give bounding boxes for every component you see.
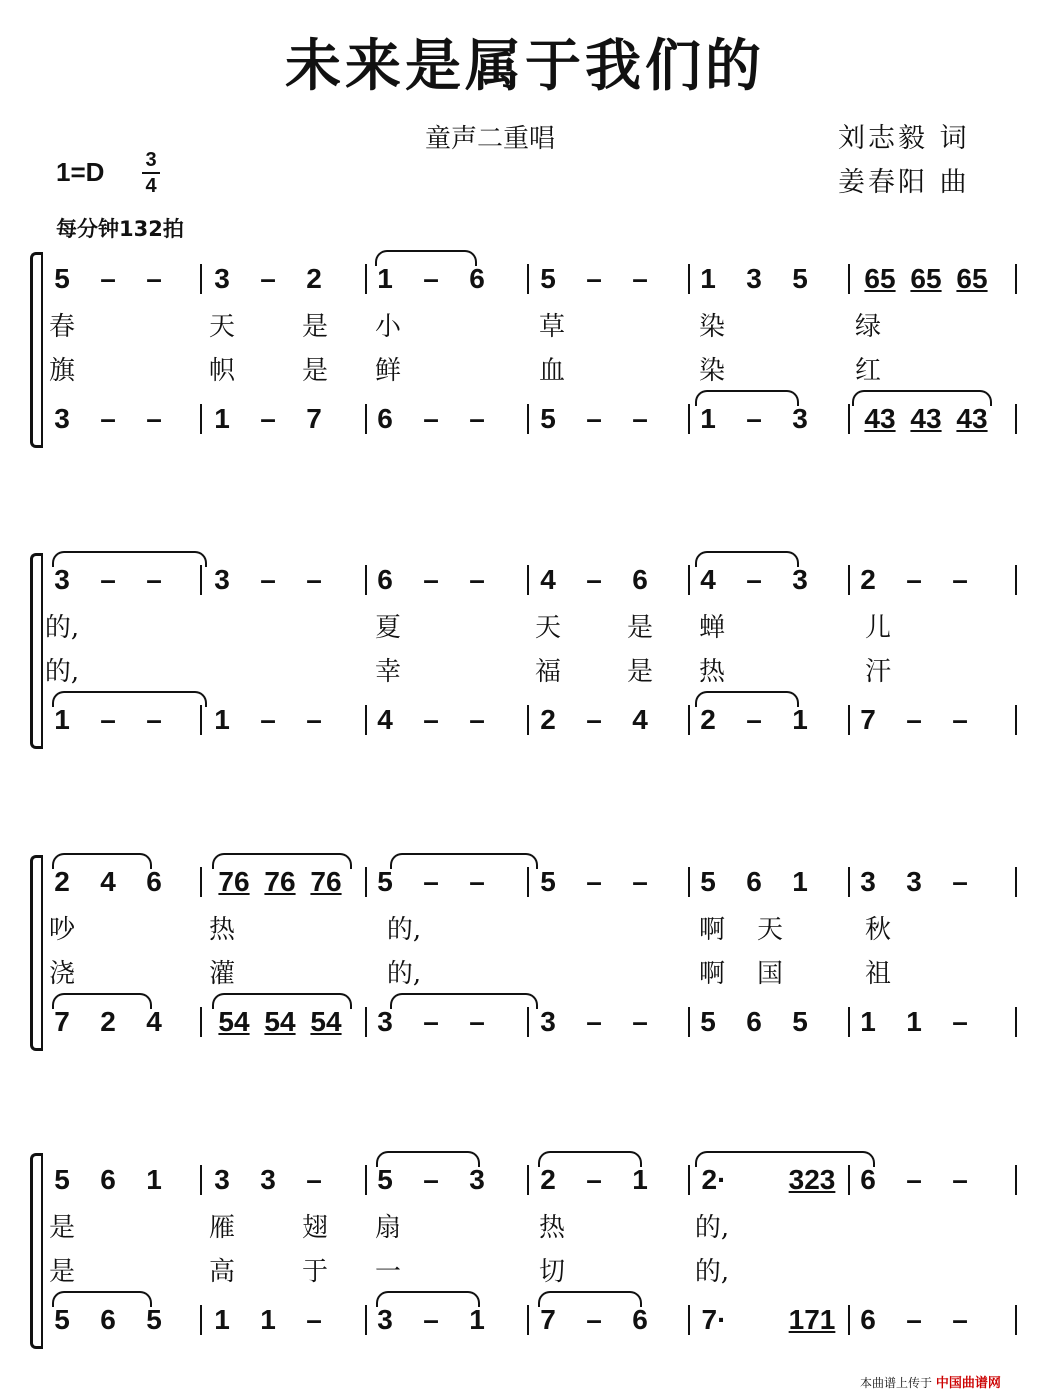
lyric: 夏	[374, 613, 401, 643]
tie-slur	[52, 993, 152, 1009]
lyric: 的,	[694, 1257, 730, 1287]
barline	[365, 1165, 367, 1195]
upper-note: –	[146, 263, 162, 294]
upper-note: 4	[540, 564, 556, 595]
lower-note: 1	[700, 403, 716, 434]
upper-note: 5	[700, 866, 716, 897]
lyric: 红	[854, 356, 881, 386]
lower-note: 5	[146, 1304, 162, 1335]
time-signature	[142, 150, 160, 196]
lyric: 浇	[48, 959, 75, 989]
upper-note: 76	[310, 866, 342, 897]
barline	[1015, 705, 1017, 735]
upper-note: 6	[469, 263, 485, 294]
upper-note: –	[952, 1164, 968, 1195]
barline	[848, 264, 850, 294]
upper-note: 2	[860, 564, 876, 595]
lower-note: 3	[540, 1006, 556, 1037]
lower-note: –	[906, 704, 922, 735]
lower-note: 54	[264, 1006, 296, 1037]
lower-note: 2	[540, 704, 556, 735]
barline	[527, 1165, 529, 1195]
tie-slur	[695, 551, 799, 567]
lyric: 的,	[386, 915, 422, 945]
lyric: 旗	[48, 356, 75, 386]
tempo-marking: 每分钟132拍	[56, 217, 184, 241]
barline	[688, 264, 690, 294]
lyric: 扇	[374, 1213, 401, 1243]
lyric: 是	[301, 312, 328, 342]
barline	[1015, 1305, 1017, 1335]
lower-note: –	[423, 403, 439, 434]
time-signature-bottom: 4	[145, 175, 157, 197]
tie-slur	[390, 993, 538, 1009]
lyric: 热	[538, 1213, 565, 1243]
barline	[365, 1007, 367, 1037]
barline	[848, 705, 850, 735]
upper-note: –	[146, 564, 162, 595]
lower-note: 4	[146, 1006, 162, 1037]
lyric: 啊	[698, 959, 725, 989]
upper-note: –	[469, 564, 485, 595]
lower-note: –	[146, 403, 162, 434]
lower-note: 2	[100, 1006, 116, 1037]
upper-note: –	[423, 263, 439, 294]
lower-note: –	[146, 704, 162, 735]
barline	[1015, 404, 1017, 434]
upper-note: 4	[100, 866, 116, 897]
upper-note: 6	[146, 866, 162, 897]
barline	[1015, 1165, 1017, 1195]
lyric: 天	[756, 915, 783, 945]
lower-note: –	[746, 704, 762, 735]
tie-slur	[538, 1151, 642, 1167]
upper-note: 5	[54, 263, 70, 294]
tie-slur	[538, 1291, 642, 1307]
lower-note: –	[423, 704, 439, 735]
lower-note: 43	[956, 403, 988, 434]
key-signature: 1=D	[56, 157, 105, 187]
lower-note: 5	[700, 1006, 716, 1037]
upper-note: 3	[792, 564, 808, 595]
upper-note: 5	[540, 263, 556, 294]
upper-note: –	[423, 866, 439, 897]
upper-note: 6	[100, 1164, 116, 1195]
lower-note: 171	[788, 1304, 836, 1335]
lower-note: 6	[632, 1304, 648, 1335]
barline	[1015, 565, 1017, 595]
lower-note: 7	[860, 704, 876, 735]
system-brace	[30, 1153, 41, 1349]
upper-note: –	[586, 1164, 602, 1195]
lyric: 是	[626, 657, 653, 687]
upper-note: 65	[910, 263, 942, 294]
upper-note: 3	[214, 564, 230, 595]
lower-note: 5	[792, 1006, 808, 1037]
upper-note: 323	[788, 1164, 836, 1195]
lyric: 切	[538, 1257, 565, 1287]
tie-slur	[212, 853, 352, 869]
lower-note: 5	[54, 1304, 70, 1335]
lower-note: 54	[218, 1006, 250, 1037]
lower-note: –	[260, 704, 276, 735]
barline	[365, 1305, 367, 1335]
lower-note: 1	[860, 1006, 876, 1037]
tie-slur	[695, 1151, 875, 1167]
lower-note: 7	[306, 403, 322, 434]
barline	[688, 867, 690, 897]
lyric: 儿	[864, 613, 891, 643]
upper-note: 2	[54, 866, 70, 897]
lyric: 高	[208, 1257, 235, 1287]
lower-note: 6	[100, 1304, 116, 1335]
barline	[200, 565, 202, 595]
upper-note: –	[952, 866, 968, 897]
lower-note: 7	[54, 1006, 70, 1037]
lower-note: 3	[377, 1304, 393, 1335]
lyric: 雁	[208, 1213, 235, 1243]
barline	[1015, 264, 1017, 294]
upper-note: –	[306, 564, 322, 595]
system-brace	[30, 252, 41, 448]
lyricist-credit: 刘志毅 词	[838, 123, 970, 154]
upper-note: 3	[214, 1164, 230, 1195]
barline	[688, 705, 690, 735]
system-brace	[30, 855, 41, 1051]
barline	[1015, 1007, 1017, 1037]
upper-note: –	[952, 564, 968, 595]
tie-slur	[52, 1291, 152, 1307]
upper-note: 5	[540, 866, 556, 897]
upper-note: 3	[746, 263, 762, 294]
barline	[365, 705, 367, 735]
upper-note: –	[260, 564, 276, 595]
lyric: 血	[538, 356, 565, 386]
lower-note: 1	[260, 1304, 276, 1335]
upper-note: 2	[306, 263, 322, 294]
barline	[200, 1165, 202, 1195]
composer-credit: 姜春阳 曲	[838, 167, 970, 198]
upper-note: 6	[746, 866, 762, 897]
lower-note: 6	[377, 403, 393, 434]
barline	[527, 1305, 529, 1335]
lyric: 是	[48, 1257, 75, 1287]
tie-slur	[695, 691, 799, 707]
song-subtitle: 童声二重唱	[425, 124, 556, 154]
barline	[1015, 867, 1017, 897]
upper-note: 65	[864, 263, 896, 294]
upper-note: –	[586, 263, 602, 294]
upper-note: 3	[214, 263, 230, 294]
lyric: 染	[698, 312, 725, 342]
lower-note: 6	[746, 1006, 762, 1037]
lower-note: –	[260, 403, 276, 434]
upper-note: –	[423, 1164, 439, 1195]
upper-note: –	[306, 1164, 322, 1195]
lyric: 帜	[208, 356, 235, 386]
footer-credit	[860, 1372, 1001, 1391]
upper-note: –	[423, 564, 439, 595]
upper-note: 3	[906, 866, 922, 897]
upper-note: 1	[632, 1164, 648, 1195]
lyric: 是	[301, 356, 328, 386]
lower-note: 4	[632, 704, 648, 735]
upper-note: –	[632, 866, 648, 897]
lyric: 吵	[48, 915, 75, 945]
barline	[365, 404, 367, 434]
barline	[365, 264, 367, 294]
tie-slur	[695, 390, 799, 406]
lyric: 是	[626, 613, 653, 643]
lyric: 的,	[386, 959, 422, 989]
lower-note: –	[469, 403, 485, 434]
barline	[200, 264, 202, 294]
upper-note: –	[260, 263, 276, 294]
lower-note: 3	[792, 403, 808, 434]
lower-note: –	[952, 1304, 968, 1335]
lyric: 鲜	[374, 356, 401, 386]
lyric: 秋	[864, 915, 891, 945]
lower-note: –	[586, 403, 602, 434]
upper-note: 3	[860, 866, 876, 897]
lower-note: –	[100, 403, 116, 434]
lyric: 绿	[854, 312, 881, 342]
upper-note: –	[632, 263, 648, 294]
upper-note: –	[469, 866, 485, 897]
tie-slur	[212, 993, 352, 1009]
lyric: 于	[301, 1257, 328, 1287]
lower-note: 43	[864, 403, 896, 434]
barline	[527, 565, 529, 595]
upper-note: –	[586, 866, 602, 897]
lower-note: 3	[377, 1006, 393, 1037]
lower-note: –	[306, 1304, 322, 1335]
barline	[365, 867, 367, 897]
lower-note: 3	[54, 403, 70, 434]
upper-note: 5	[377, 866, 393, 897]
lower-note: –	[469, 1006, 485, 1037]
lyric: 灌	[208, 959, 235, 989]
tie-slur	[376, 1151, 480, 1167]
upper-note: 65	[956, 263, 988, 294]
tie-slur	[852, 390, 992, 406]
lower-note: 1	[214, 403, 230, 434]
barline	[848, 1007, 850, 1037]
barline	[527, 1007, 529, 1037]
lower-note: –	[586, 1304, 602, 1335]
site-logo: 中国曲谱网	[935, 1376, 1001, 1391]
lyric: 的,	[44, 657, 80, 687]
upper-note: 1	[146, 1164, 162, 1195]
upper-note: –	[586, 564, 602, 595]
lyric: 草	[538, 312, 565, 342]
lyric: 春	[48, 312, 75, 342]
barline	[688, 404, 690, 434]
lower-note: –	[469, 704, 485, 735]
barline	[200, 404, 202, 434]
upper-note: –	[906, 1164, 922, 1195]
lower-note: 1	[214, 1304, 230, 1335]
lower-note: –	[423, 1006, 439, 1037]
barline	[200, 1305, 202, 1335]
lyric: 啊	[698, 915, 725, 945]
upper-note: –	[100, 263, 116, 294]
barline	[688, 1007, 690, 1037]
upper-note: 5	[792, 263, 808, 294]
barline	[365, 565, 367, 595]
time-signature-top: 3	[145, 149, 157, 171]
lower-note: 7·	[701, 1304, 727, 1335]
tie-slur	[52, 551, 207, 567]
tie-slur	[390, 853, 538, 869]
lower-note: 54	[310, 1006, 342, 1037]
lower-note: 7	[540, 1304, 556, 1335]
lower-note: –	[100, 704, 116, 735]
lyric: 天	[208, 312, 235, 342]
lower-note: –	[306, 704, 322, 735]
lower-note: 6	[860, 1304, 876, 1335]
barline	[200, 705, 202, 735]
system-brace	[30, 553, 41, 749]
barline	[527, 404, 529, 434]
lower-note: 1	[792, 704, 808, 735]
upper-note: 1	[377, 263, 393, 294]
lyric: 的,	[694, 1213, 730, 1243]
upper-note: –	[100, 564, 116, 595]
upper-note: 76	[264, 866, 296, 897]
lyric: 国	[756, 959, 783, 989]
upper-note: 6	[632, 564, 648, 595]
upper-note: 5	[54, 1164, 70, 1195]
lyric: 蝉	[698, 613, 725, 643]
lyric: 一	[374, 1257, 401, 1287]
tie-slur	[52, 691, 207, 707]
upper-note: 5	[377, 1164, 393, 1195]
barline	[688, 565, 690, 595]
upper-note: –	[906, 564, 922, 595]
barline	[848, 1305, 850, 1335]
lower-note: –	[586, 704, 602, 735]
upper-note: 2	[540, 1164, 556, 1195]
lower-note: –	[906, 1304, 922, 1335]
upper-note: 1	[792, 866, 808, 897]
barline	[527, 264, 529, 294]
upper-note: 6	[377, 564, 393, 595]
lyric: 热	[698, 657, 725, 687]
upper-note: 3	[54, 564, 70, 595]
song-title: 未来是属于我们的	[285, 34, 765, 99]
lyric: 翅	[301, 1213, 328, 1243]
lower-note: 1	[906, 1006, 922, 1037]
lower-note: –	[746, 403, 762, 434]
lyric: 小	[374, 312, 401, 342]
lower-note: –	[952, 1006, 968, 1037]
lower-note: –	[632, 1006, 648, 1037]
lyric: 的,	[44, 613, 80, 643]
lower-note: 2	[700, 704, 716, 735]
lyric: 汗	[864, 657, 891, 687]
tie-slur	[375, 250, 477, 266]
barline	[848, 867, 850, 897]
lyric: 天	[534, 613, 561, 643]
barline	[527, 705, 529, 735]
lower-note: –	[952, 704, 968, 735]
lower-note: 1	[54, 704, 70, 735]
upper-note: 3	[469, 1164, 485, 1195]
lyric: 祖	[864, 959, 891, 989]
barline	[200, 867, 202, 897]
barline	[848, 1165, 850, 1195]
upper-note: 4	[700, 564, 716, 595]
tie-slur	[52, 853, 152, 869]
upper-note: 2·	[701, 1164, 727, 1195]
lower-note: –	[423, 1304, 439, 1335]
tie-slur	[376, 1291, 480, 1307]
lower-note: 1	[469, 1304, 485, 1335]
lower-note: 4	[377, 704, 393, 735]
lower-note: 1	[214, 704, 230, 735]
upper-note: 1	[700, 263, 716, 294]
footer-text: 本曲谱上传于	[860, 1376, 933, 1390]
lower-note: 43	[910, 403, 942, 434]
lyric: 是	[48, 1213, 75, 1243]
lyric: 热	[208, 915, 235, 945]
lyric: 幸	[374, 657, 401, 687]
upper-note: 6	[860, 1164, 876, 1195]
lyric: 福	[534, 657, 561, 687]
barline	[527, 867, 529, 897]
lower-note: –	[586, 1006, 602, 1037]
lower-note: 5	[540, 403, 556, 434]
upper-note: 76	[218, 866, 250, 897]
barline	[200, 1007, 202, 1037]
upper-note: 3	[260, 1164, 276, 1195]
barline	[848, 565, 850, 595]
lower-note: –	[632, 403, 648, 434]
lyric: 染	[698, 356, 725, 386]
upper-note: –	[746, 564, 762, 595]
barline	[848, 404, 850, 434]
